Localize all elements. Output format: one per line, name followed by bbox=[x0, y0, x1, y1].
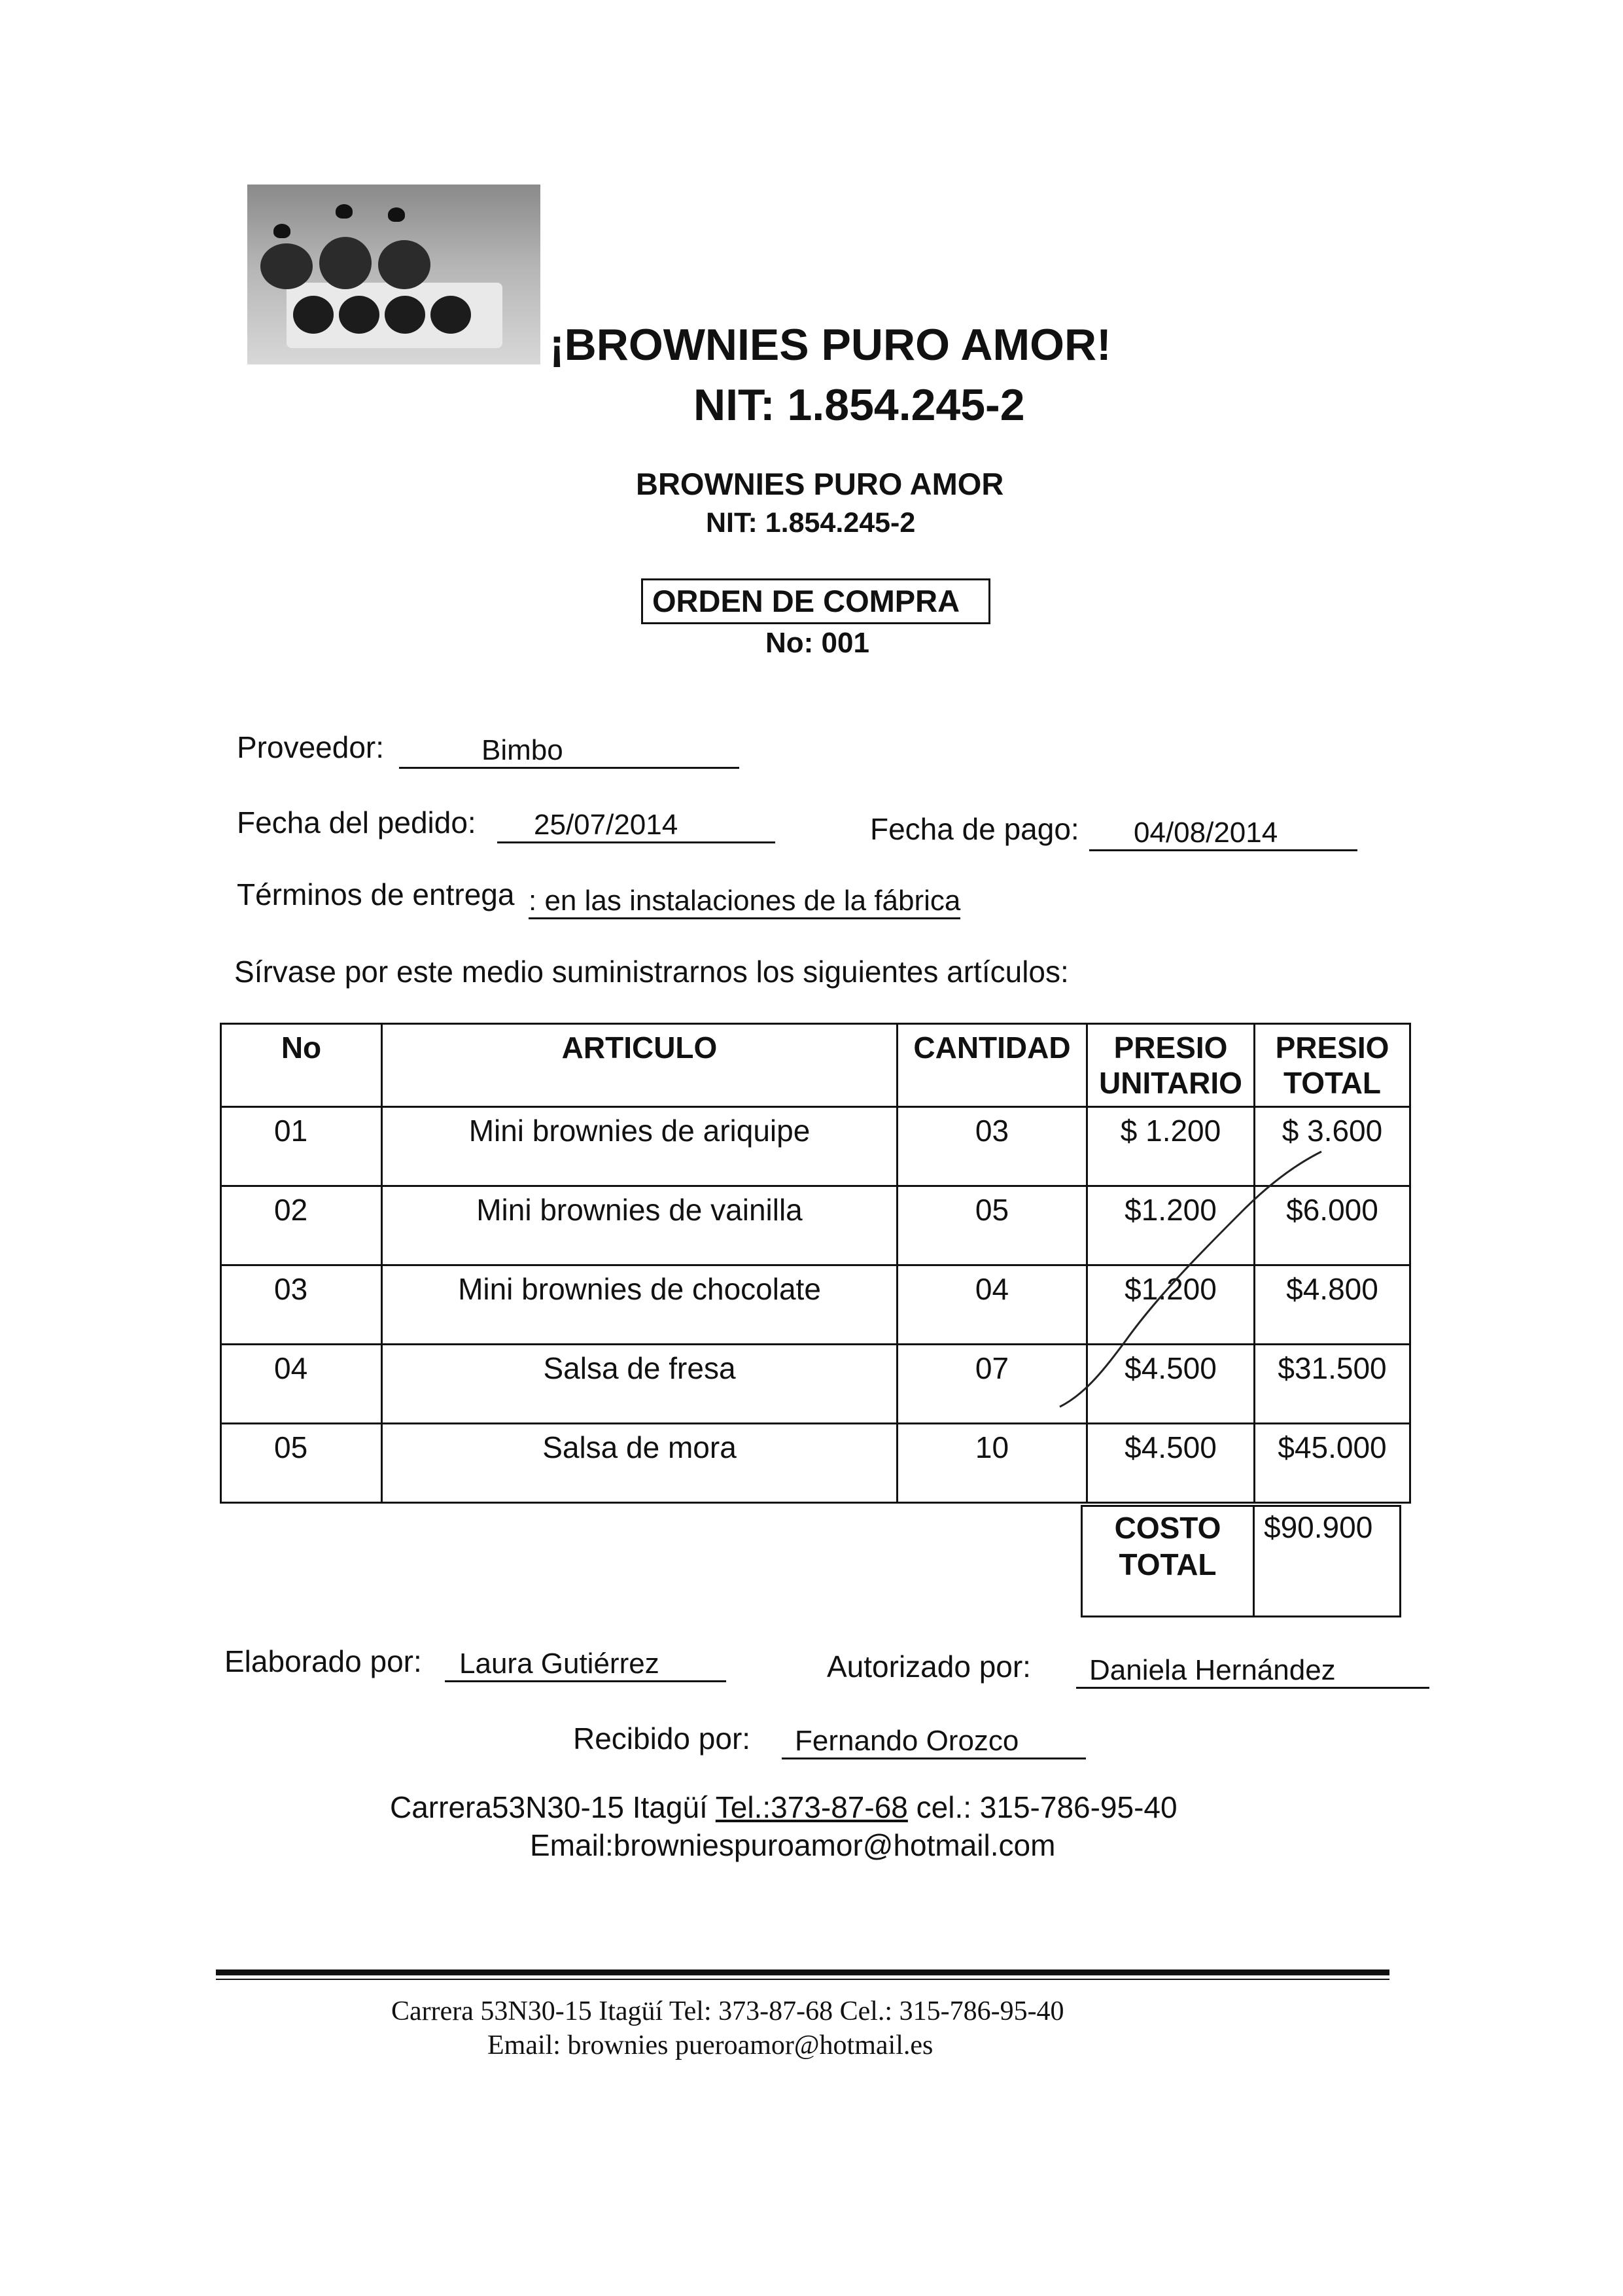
cell-total: $4.800 bbox=[1255, 1265, 1410, 1345]
cell-cantidad: 05 bbox=[898, 1186, 1087, 1265]
header-articulo: ARTICULO bbox=[382, 1024, 898, 1107]
footer-rule-thick bbox=[216, 1969, 1389, 1975]
contact-tel: Tel.:373-87-68 bbox=[715, 1790, 908, 1824]
autorizado-value: Daniela Hernández bbox=[1076, 1654, 1429, 1689]
cell-unitario: $1.200 bbox=[1087, 1265, 1255, 1345]
cell-unitario: $1.200 bbox=[1087, 1186, 1255, 1265]
company-nit: NIT: 1.854.245-2 bbox=[693, 380, 1025, 430]
brand-photo bbox=[247, 185, 540, 364]
elaborado-label: Elaborado por: bbox=[224, 1644, 422, 1678]
document-type-box: ORDEN DE COMPRA bbox=[641, 578, 990, 624]
total-label: COSTO TOTAL bbox=[1083, 1507, 1255, 1616]
cell-articulo: Salsa de mora bbox=[382, 1424, 898, 1503]
footer-address: Carrera 53N30-15 Itagüí Tel: 373-87-68 Cel.: 315-786-95-40 bbox=[391, 1996, 1064, 2026]
cell-articulo: Salsa de fresa bbox=[382, 1345, 898, 1424]
cell-no: 04 bbox=[221, 1345, 382, 1424]
header-no: No bbox=[221, 1024, 382, 1107]
header-presio-unitario: PRESIO UNITARIO bbox=[1087, 1024, 1255, 1107]
footer-email: Email: brownies pueroamor@hotmail.es bbox=[487, 2030, 934, 2060]
intro-text: Sírvase por este medio suministrarnos los siguientes artículos: bbox=[234, 955, 1069, 989]
cell-no: 05 bbox=[221, 1424, 382, 1503]
fecha-pago-value: 04/08/2014 bbox=[1089, 817, 1357, 851]
terminos-value: : en las instalaciones de la fábrica bbox=[529, 885, 960, 919]
cell-articulo: Mini brownies de chocolate bbox=[382, 1265, 898, 1345]
handwritten-check-mark bbox=[1047, 1145, 1348, 1420]
order-number: No: 001 bbox=[765, 627, 869, 659]
cell-no: 02 bbox=[221, 1186, 382, 1265]
autorizado-label: Autorizado por: bbox=[827, 1650, 1031, 1684]
contact-line bbox=[390, 1790, 1178, 1825]
proveedor-value: Bimbo bbox=[399, 734, 739, 769]
cell-cantidad: 03 bbox=[898, 1107, 1087, 1186]
recibido-value: Fernando Orozco bbox=[782, 1725, 1086, 1759]
total-box bbox=[1081, 1505, 1401, 1617]
header-cantidad: CANTIDAD bbox=[898, 1024, 1087, 1107]
cell-unitario: $4.500 bbox=[1087, 1345, 1255, 1424]
cell-unitario: $4.500 bbox=[1087, 1424, 1255, 1503]
contact-cel: cel.: 315-786-95-40 bbox=[907, 1790, 1178, 1824]
fecha-pago-label: Fecha de pago: bbox=[870, 812, 1079, 846]
cell-total: $31.500 bbox=[1255, 1345, 1410, 1424]
cell-cantidad: 10 bbox=[898, 1424, 1087, 1503]
fecha-pedido-value: 25/07/2014 bbox=[497, 809, 775, 843]
table-row bbox=[221, 1424, 1410, 1503]
total-value: $90.900 bbox=[1264, 1510, 1373, 1544]
cell-cantidad: 07 bbox=[898, 1345, 1087, 1424]
cell-unitario: $ 1.200 bbox=[1087, 1107, 1255, 1186]
cell-articulo: Mini brownies de vainilla bbox=[382, 1186, 898, 1265]
proveedor-label: Proveedor: bbox=[237, 730, 385, 764]
elaborado-value: Laura Gutiérrez bbox=[445, 1648, 726, 1682]
contact-address: Carrera53N30-15 Itagüí bbox=[390, 1790, 716, 1824]
cell-articulo: Mini brownies de ariquipe bbox=[382, 1107, 898, 1186]
company-sub-nit: NIT: 1.854.245-2 bbox=[706, 507, 916, 539]
contact-email: Email:browniespuroamor@hotmail.com bbox=[530, 1828, 1056, 1862]
footer-rule-thin bbox=[216, 1979, 1389, 1980]
cell-total: $6.000 bbox=[1255, 1186, 1410, 1265]
cell-no: 01 bbox=[221, 1107, 382, 1186]
terminos-label: Términos de entrega bbox=[237, 877, 515, 911]
cell-total: $ 3.600 bbox=[1255, 1107, 1410, 1186]
recibido-label: Recibido por: bbox=[573, 1722, 751, 1756]
cell-no: 03 bbox=[221, 1265, 382, 1345]
company-title: ¡BROWNIES PURO AMOR! bbox=[550, 320, 1111, 370]
fecha-pedido-label: Fecha del pedido: bbox=[237, 805, 476, 839]
table-header-row bbox=[221, 1024, 1410, 1107]
cell-cantidad: 04 bbox=[898, 1265, 1087, 1345]
cell-total: $45.000 bbox=[1255, 1424, 1410, 1503]
header-presio-total: PRESIO TOTAL bbox=[1255, 1024, 1410, 1107]
company-subtitle: BROWNIES PURO AMOR bbox=[636, 467, 1004, 501]
